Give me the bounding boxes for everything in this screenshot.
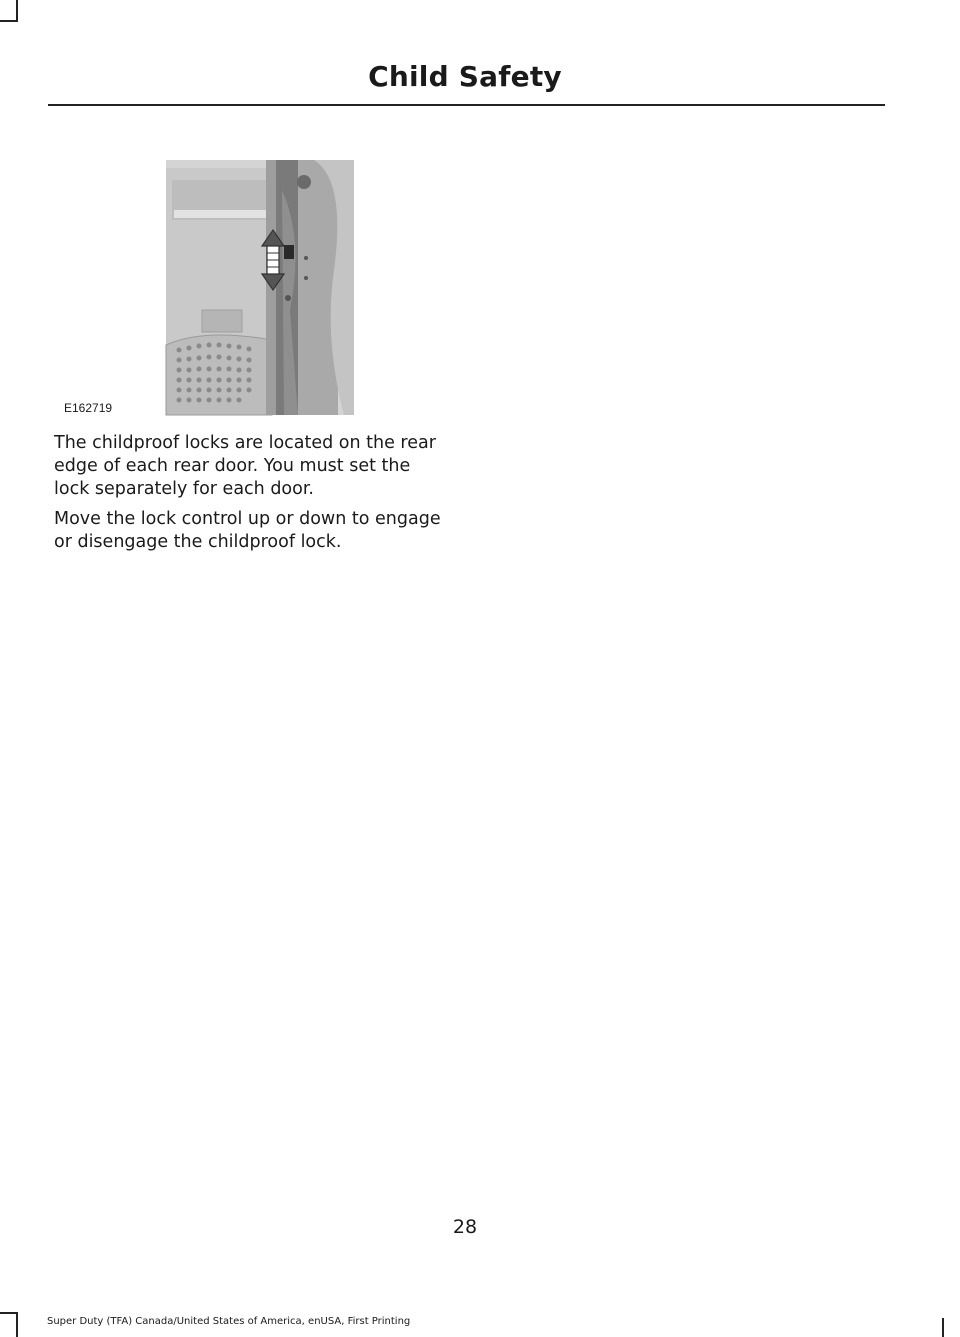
page-number: 28 [452,1216,478,1238]
paragraph-operation: Move the lock control up or down to engage or disengage the childproof lock. [54,509,441,552]
crop-mark [16,0,18,22]
crop-mark [0,20,18,22]
footer-text: Super Duty (TFA) Canada/United States of America, enUSA, First Printing [47,1316,411,1327]
crop-mark [16,1312,18,1337]
paragraph-location: The childproof locks are located on the rear edge of each rear door. You must set the lock separately for each door. [54,433,436,499]
figure-label: E162719 [64,401,113,415]
crop-mark [0,1312,18,1314]
child-lock-door-illustration [54,150,354,420]
header-divider [48,104,885,106]
page-title: Child Safety [368,60,562,93]
crop-mark [942,1318,944,1337]
